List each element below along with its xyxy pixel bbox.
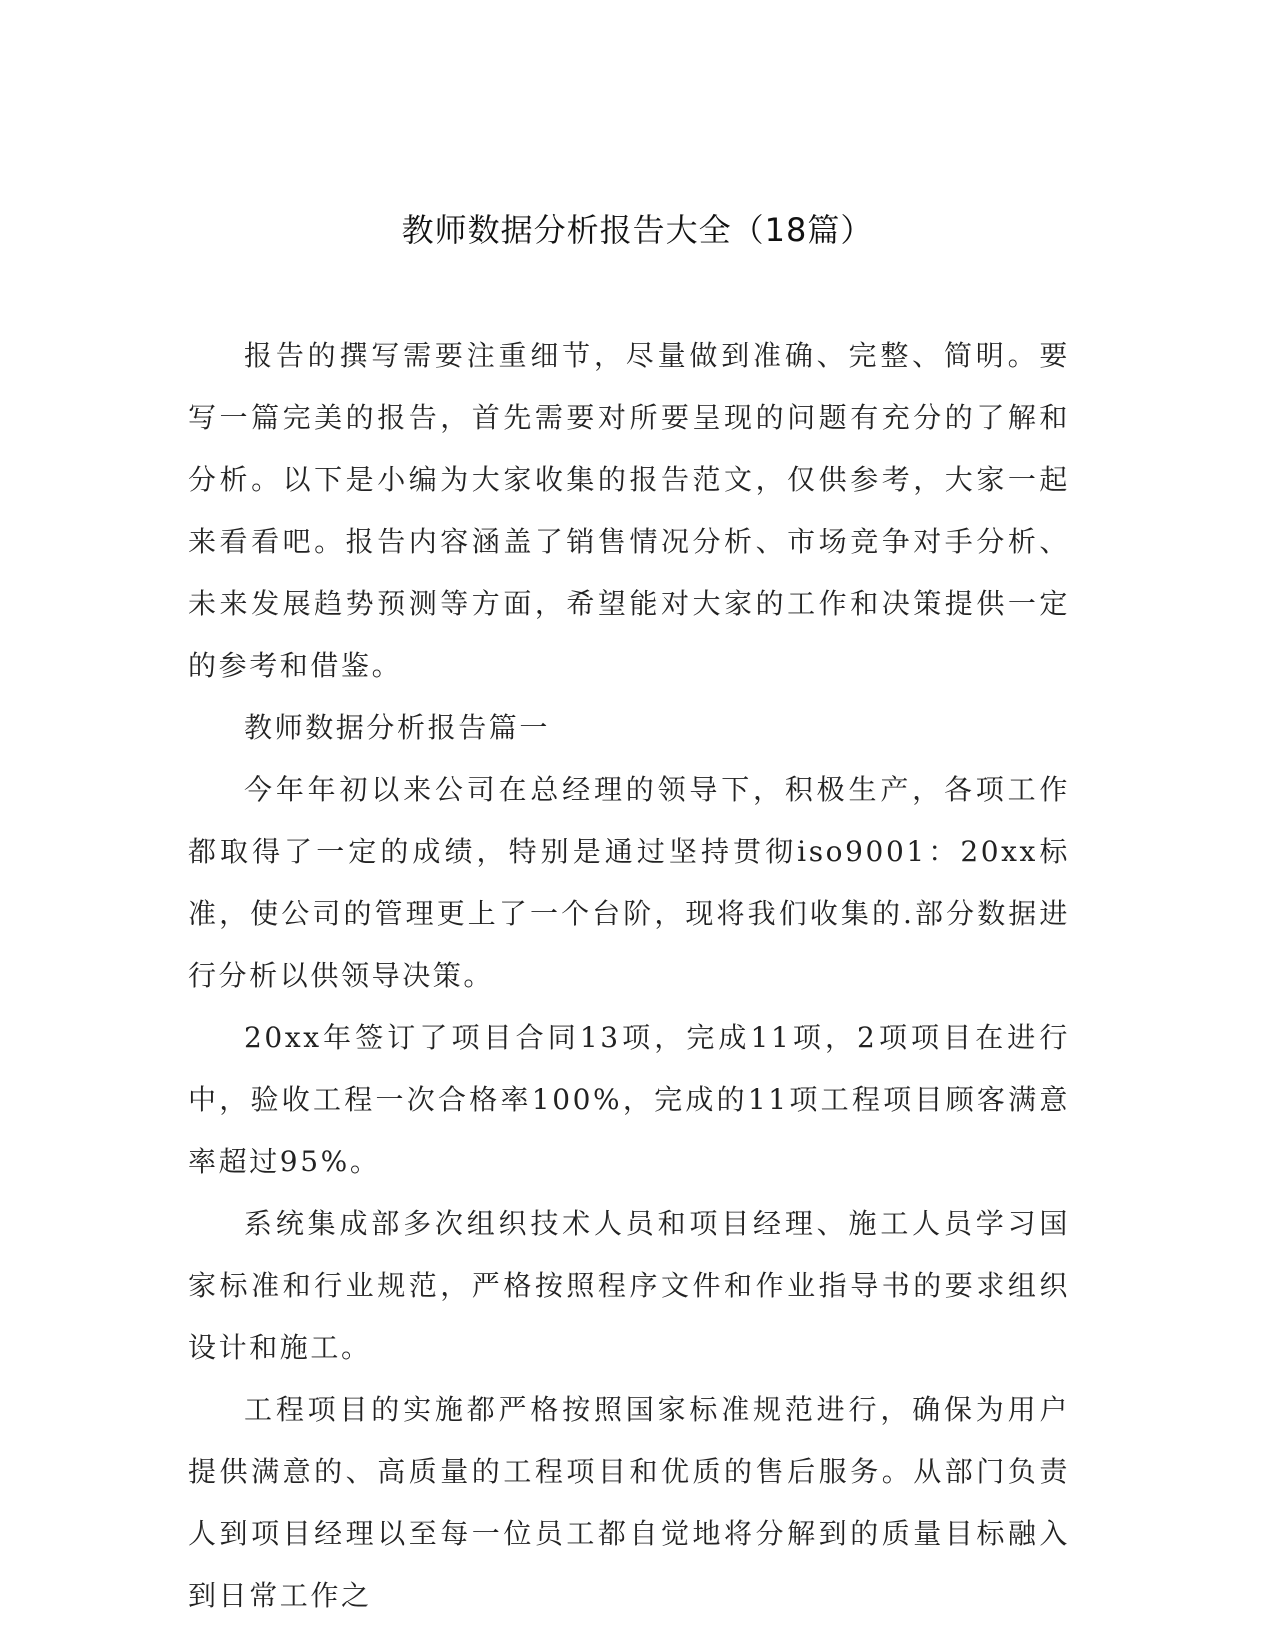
- paragraph: 系统集成部多次组织技术人员和项目经理、施工人员学习国家标准和行业规范，严格按照程序文件和作业指导书的要求组织设计和施工。: [188, 1207, 1070, 1364]
- document-body: [188, 325, 1070, 1627]
- paragraph: 今年年初以来公司在总经理的领导下，积极生产，各项工作都取得了一定的成绩，特别是通过坚持贯彻iso9001：20xx标准，使公司的管理更上了一个台阶，现将我们收集的.部分数据进行分析以供领导决策。: [188, 773, 1070, 992]
- paragraph: 工程项目的实施都严格按照国家标准规范进行，确保为用户提供满意的、高质量的工程项目和优质的售后服务。从部门负责人到项目经理以至每一位员工都自觉地将分解到的质量目标融入到日常工作之: [188, 1393, 1070, 1612]
- paragraph-intro: 报告的撰写需要注重细节，尽量做到准确、完整、简明。要写一篇完美的报告，首先需要对所要呈现的问题有充分的了解和分析。以下是小编为大家收集的报告范文，仅供参考，大家一起来看看吧。报告内容涵盖了销售情况分析、市场竞争对手分析、未来发展趋势预测等方面，希望能对大家的工作和决策提供一定的参考和借鉴。: [188, 339, 1070, 682]
- section-heading: 教师数据分析报告篇一: [244, 711, 551, 744]
- document-title: 教师数据分析报告大全（18篇）: [401, 211, 874, 249]
- paragraph: 20xx年签订了项目合同13项，完成11项，2项项目在进行中，验收工程一次合格率100%，完成的11项工程项目顾客满意率超过95%。: [188, 1021, 1070, 1178]
